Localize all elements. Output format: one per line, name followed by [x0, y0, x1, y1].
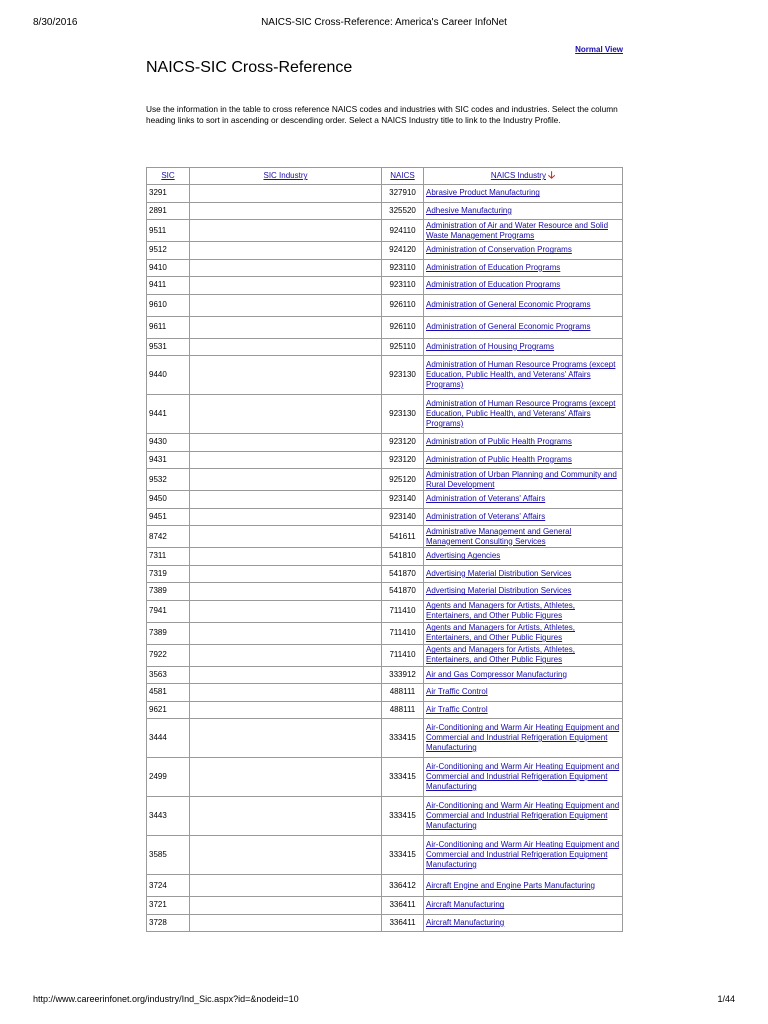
sic-code-cell: 9531: [147, 338, 190, 356]
table-row: [147, 469, 623, 491]
sic-code-cell: 3291: [147, 185, 190, 203]
naics-code-cell: 925110: [382, 338, 424, 356]
sic-code-cell: 3585: [147, 836, 190, 875]
sic-industry-cell: [190, 259, 382, 277]
sic-industry-cell: [190, 622, 382, 644]
print-document-title: NAICS-SIC Cross-Reference: America's Career InfoNet: [261, 17, 507, 28]
sic-industry-cell: [190, 185, 382, 203]
sic-industry-cell: [190, 701, 382, 719]
table-row: [147, 644, 623, 666]
col-header-naics[interactable]: [382, 168, 424, 185]
sic-code-cell: 7941: [147, 600, 190, 622]
sic-industry-cell: [190, 316, 382, 338]
sic-code-cell: 9450: [147, 491, 190, 509]
naics-code-cell: 923130: [382, 356, 424, 395]
page-title: NAICS-SIC Cross-Reference: [146, 59, 353, 76]
table-row: [147, 583, 623, 601]
naics-industry-link[interactable]: Agents and Managers for Artists, Athletes, Entertainers, and Other Public Figures: [426, 601, 575, 620]
table-row: [147, 548, 623, 566]
naics-code-cell: 541870: [382, 583, 424, 601]
naics-industry-link[interactable]: Advertising Agencies: [426, 551, 501, 561]
intro-text: Use the information in the table to cross reference NAICS codes and industries with SIC codes and industries. Select the column heading links to sort in ascending or descending order. Select a NAICS Industry title to link to the Industry Profile.: [146, 104, 618, 125]
naics-industry-link[interactable]: Air and Gas Compressor Manufacturing: [426, 669, 567, 679]
sic-industry-cell: [190, 644, 382, 666]
naics-code-cell: 923110: [382, 277, 424, 295]
table-row: [147, 565, 623, 583]
table-row: [147, 526, 623, 548]
naics-code-cell: 333415: [382, 758, 424, 797]
naics-industry-cell: [424, 897, 623, 915]
sic-code-cell: 7319: [147, 565, 190, 583]
sic-industry-cell: [190, 294, 382, 316]
naics-industry-cell: [424, 185, 623, 203]
table-row: [147, 220, 623, 242]
sic-industry-cell: [190, 758, 382, 797]
naics-industry-link[interactable]: Administration of Housing Programs: [426, 341, 555, 351]
naics-code-cell: 541611: [382, 526, 424, 548]
naics-industry-link[interactable]: Advertising Material Distribution Services: [426, 568, 572, 578]
sic-code-cell: 9511: [147, 220, 190, 242]
sic-industry-cell: [190, 491, 382, 509]
naics-code-cell: 924120: [382, 242, 424, 260]
naics-industry-cell: [424, 836, 623, 875]
naics-code-cell: 336412: [382, 875, 424, 897]
naics-code-cell: 333415: [382, 719, 424, 758]
naics-code-cell: 923140: [382, 508, 424, 526]
naics-code-cell: 488111: [382, 701, 424, 719]
sort-sic-link[interactable]: SIC: [161, 171, 175, 181]
table-header-row: [147, 168, 623, 185]
sic-code-cell: 3721: [147, 897, 190, 915]
table-row: [147, 242, 623, 260]
naics-industry-link[interactable]: Administration of Conservation Programs: [426, 245, 572, 255]
table-row: [147, 185, 623, 203]
sic-code-cell: 2499: [147, 758, 190, 797]
naics-industry-link[interactable]: Air-Conditioning and Warm Air Heating Equipment and Commercial and Industrial Refrigeration Equipment Manufacturing: [426, 762, 620, 791]
naics-industry-link[interactable]: Abrasive Product Manufacturing: [426, 188, 540, 198]
naics-industry-cell: [424, 565, 623, 583]
sic-industry-cell: [190, 338, 382, 356]
naics-industry-cell: [424, 259, 623, 277]
sic-industry-cell: [190, 469, 382, 491]
sic-code-cell: 7311: [147, 548, 190, 566]
naics-industry-cell: [424, 526, 623, 548]
table-row: [147, 491, 623, 509]
naics-code-cell: 327910: [382, 185, 424, 203]
col-header-sic-industry[interactable]: [190, 168, 382, 185]
sic-code-cell: 2891: [147, 202, 190, 220]
naics-industry-link[interactable]: Air-Conditioning and Warm Air Heating Equipment and Commercial and Industrial Refrigeration Equipment Manufacturing: [426, 840, 620, 869]
naics-code-cell: 923140: [382, 491, 424, 509]
sic-code-cell: 7389: [147, 622, 190, 644]
down-arrow-icon: 🡣: [547, 170, 556, 182]
naics-code-cell: 488111: [382, 684, 424, 702]
normal-view-link[interactable]: Normal View: [575, 45, 623, 54]
naics-industry-link[interactable]: Administration of Public Health Programs: [426, 454, 572, 464]
table-row: [147, 914, 623, 932]
naics-industry-cell: [424, 719, 623, 758]
sic-code-cell: 3728: [147, 914, 190, 932]
table-row: [147, 600, 623, 622]
table-row: [147, 294, 623, 316]
sic-code-cell: 9411: [147, 277, 190, 295]
naics-code-cell: 711410: [382, 622, 424, 644]
naics-industry-cell: [424, 356, 623, 395]
naics-industry-link[interactable]: Air Traffic Control: [426, 687, 488, 697]
table-row: [147, 897, 623, 915]
sic-code-cell: 3443: [147, 797, 190, 836]
naics-industry-link[interactable]: Administration of Education Programs: [426, 280, 561, 290]
table-row: [147, 259, 623, 277]
naics-industry-link[interactable]: Administration of Veterans' Affairs: [426, 511, 546, 521]
naics-code-cell: 711410: [382, 600, 424, 622]
naics-code-cell: 333415: [382, 836, 424, 875]
naics-industry-link[interactable]: Administration of Public Health Programs: [426, 437, 572, 447]
naics-code-cell: 325520: [382, 202, 424, 220]
sic-code-cell: 7389: [147, 583, 190, 601]
sic-code-cell: 9431: [147, 451, 190, 469]
table-row: [147, 451, 623, 469]
sic-code-cell: 7922: [147, 644, 190, 666]
naics-industry-cell: [424, 583, 623, 601]
naics-code-cell: 333912: [382, 666, 424, 684]
sic-industry-cell: [190, 719, 382, 758]
naics-industry-link[interactable]: Aircraft Manufacturing: [426, 917, 505, 927]
table-row: [147, 875, 623, 897]
naics-industry-cell: [424, 622, 623, 644]
col-header-naics-industry[interactable]: [424, 168, 623, 185]
naics-code-cell: 336411: [382, 897, 424, 915]
sic-industry-cell: [190, 356, 382, 395]
table-row: [147, 701, 623, 719]
naics-industry-cell: [424, 701, 623, 719]
naics-industry-cell: [424, 914, 623, 932]
sic-code-cell: 9430: [147, 434, 190, 452]
naics-industry-link[interactable]: Agents and Managers for Artists, Athletes, Entertainers, and Other Public Figures: [426, 623, 575, 642]
naics-industry-link[interactable]: Advertising Material Distribution Services: [426, 586, 572, 596]
naics-industry-cell: [424, 277, 623, 295]
naics-industry-link[interactable]: Administration of Education Programs: [426, 262, 561, 272]
print-page-number: 1/44: [717, 994, 735, 1004]
sic-code-cell: 9512: [147, 242, 190, 260]
naics-code-cell: 711410: [382, 644, 424, 666]
naics-code-cell: 541870: [382, 565, 424, 583]
table-row: [147, 202, 623, 220]
naics-industry-cell: [424, 242, 623, 260]
naics-industry-link[interactable]: Administration of General Economic Programs: [426, 322, 591, 332]
naics-industry-link[interactable]: Administration of Veterans' Affairs: [426, 494, 546, 504]
sort-naics-industry-link[interactable]: NAICS Industry: [490, 171, 546, 181]
naics-industry-link[interactable]: Air-Conditioning and Warm Air Heating Equipment and Commercial and Industrial Refrigeration Equipment Manufacturing: [426, 801, 620, 830]
table-row: [147, 719, 623, 758]
naics-code-cell: 925120: [382, 469, 424, 491]
naics-industry-cell: [424, 600, 623, 622]
naics-code-cell: 923120: [382, 451, 424, 469]
naics-industry-cell: [424, 491, 623, 509]
sic-industry-cell: [190, 451, 382, 469]
naics-industry-link[interactable]: Administrative Management and General Management Consulting Services: [426, 526, 572, 546]
naics-industry-cell: [424, 294, 623, 316]
naics-industry-cell: [424, 758, 623, 797]
table-row: [147, 338, 623, 356]
table-row: [147, 758, 623, 797]
sic-code-cell: 8742: [147, 526, 190, 548]
table-row: [147, 356, 623, 395]
naics-industry-cell: [424, 644, 623, 666]
sic-code-cell: 9621: [147, 701, 190, 719]
naics-code-cell: 923120: [382, 434, 424, 452]
naics-industry-link[interactable]: Air Traffic Control: [426, 704, 488, 714]
naics-code-cell: 923130: [382, 395, 424, 434]
naics-code-cell: 336411: [382, 914, 424, 932]
sic-code-cell: 3563: [147, 666, 190, 684]
sic-industry-cell: [190, 508, 382, 526]
table-row: [147, 684, 623, 702]
naics-industry-cell: [424, 684, 623, 702]
table-row: [147, 836, 623, 875]
naics-industry-cell: [424, 666, 623, 684]
sort-naics-link[interactable]: NAICS: [390, 171, 415, 181]
sic-code-cell: 9451: [147, 508, 190, 526]
naics-code-cell: 333415: [382, 797, 424, 836]
naics-code-cell: 926110: [382, 316, 424, 338]
naics-industry-link[interactable]: Aircraft Engine and Engine Parts Manufacturing: [426, 880, 595, 890]
naics-industry-cell: [424, 395, 623, 434]
sic-industry-cell: [190, 526, 382, 548]
sic-industry-cell: [190, 434, 382, 452]
naics-industry-cell: [424, 316, 623, 338]
sic-code-cell: 9441: [147, 395, 190, 434]
table-row: [147, 277, 623, 295]
sic-industry-cell: [190, 395, 382, 434]
sic-code-cell: 9532: [147, 469, 190, 491]
table-row: [147, 622, 623, 644]
table-row: [147, 316, 623, 338]
sic-industry-cell: [190, 202, 382, 220]
naics-industry-link[interactable]: Adhesive Manufacturing: [426, 205, 512, 215]
naics-industry-link[interactable]: Administration of Human Resource Programs (except Education, Public Health, and Veterans' Affairs Programs): [426, 360, 616, 389]
naics-industry-cell: [424, 469, 623, 491]
sic-industry-cell: [190, 684, 382, 702]
sic-code-cell: 9440: [147, 356, 190, 395]
sic-industry-cell: [190, 875, 382, 897]
naics-industry-link[interactable]: Administration of Human Resource Programs (except Education, Public Health, and Veterans' Affairs Programs): [426, 399, 616, 428]
sic-code-cell: 3724: [147, 875, 190, 897]
naics-industry-cell: [424, 220, 623, 242]
naics-industry-cell: [424, 548, 623, 566]
naics-code-cell: 924110: [382, 220, 424, 242]
sic-code-cell: 3444: [147, 719, 190, 758]
naics-industry-cell: [424, 434, 623, 452]
sic-industry-cell: [190, 242, 382, 260]
naics-industry-link[interactable]: Administration of Air and Water Resource and Solid Waste Management Programs: [426, 220, 609, 240]
table-row: [147, 395, 623, 434]
sic-code-cell: 9410: [147, 259, 190, 277]
naics-code-cell: 926110: [382, 294, 424, 316]
sic-industry-cell: [190, 600, 382, 622]
table-body: [147, 185, 623, 932]
sic-industry-cell: [190, 583, 382, 601]
sic-industry-cell: [190, 220, 382, 242]
sic-code-cell: 9610: [147, 294, 190, 316]
naics-industry-cell: [424, 797, 623, 836]
naics-industry-link[interactable]: Administration of Urban Planning and Community and Rural Development: [426, 469, 617, 489]
naics-code-cell: 923110: [382, 259, 424, 277]
table-row: [147, 797, 623, 836]
naics-industry-cell: [424, 451, 623, 469]
sic-code-cell: 9611: [147, 316, 190, 338]
naics-industry-cell: [424, 508, 623, 526]
sic-industry-cell: [190, 797, 382, 836]
sic-industry-cell: [190, 836, 382, 875]
print-date: 8/30/2016: [33, 17, 78, 28]
sic-industry-cell: [190, 548, 382, 566]
sort-sic-industry-link[interactable]: SIC Industry: [263, 171, 308, 181]
print-url: http://www.careerinfonet.org/industry/Ind_Sic.aspx?id=&nodeid=10: [33, 994, 299, 1004]
sic-industry-cell: [190, 666, 382, 684]
naics-industry-link[interactable]: Aircraft Manufacturing: [426, 900, 505, 910]
naics-industry-cell: [424, 338, 623, 356]
naics-industry-link[interactable]: Air-Conditioning and Warm Air Heating Equipment and Commercial and Industrial Refrigeration Equipment Manufacturing: [426, 723, 620, 752]
naics-industry-link[interactable]: Administration of General Economic Programs: [426, 300, 591, 310]
col-header-sic[interactable]: [147, 168, 190, 185]
cross-reference-table: [146, 167, 623, 932]
sic-industry-cell: [190, 277, 382, 295]
table-row: [147, 434, 623, 452]
naics-code-cell: 541810: [382, 548, 424, 566]
naics-industry-cell: [424, 202, 623, 220]
table-row: [147, 666, 623, 684]
naics-industry-cell: [424, 875, 623, 897]
sic-industry-cell: [190, 897, 382, 915]
table-row: [147, 508, 623, 526]
sic-code-cell: 4581: [147, 684, 190, 702]
sic-industry-cell: [190, 565, 382, 583]
sic-industry-cell: [190, 914, 382, 932]
naics-industry-link[interactable]: Agents and Managers for Artists, Athletes, Entertainers, and Other Public Figures: [426, 645, 575, 664]
